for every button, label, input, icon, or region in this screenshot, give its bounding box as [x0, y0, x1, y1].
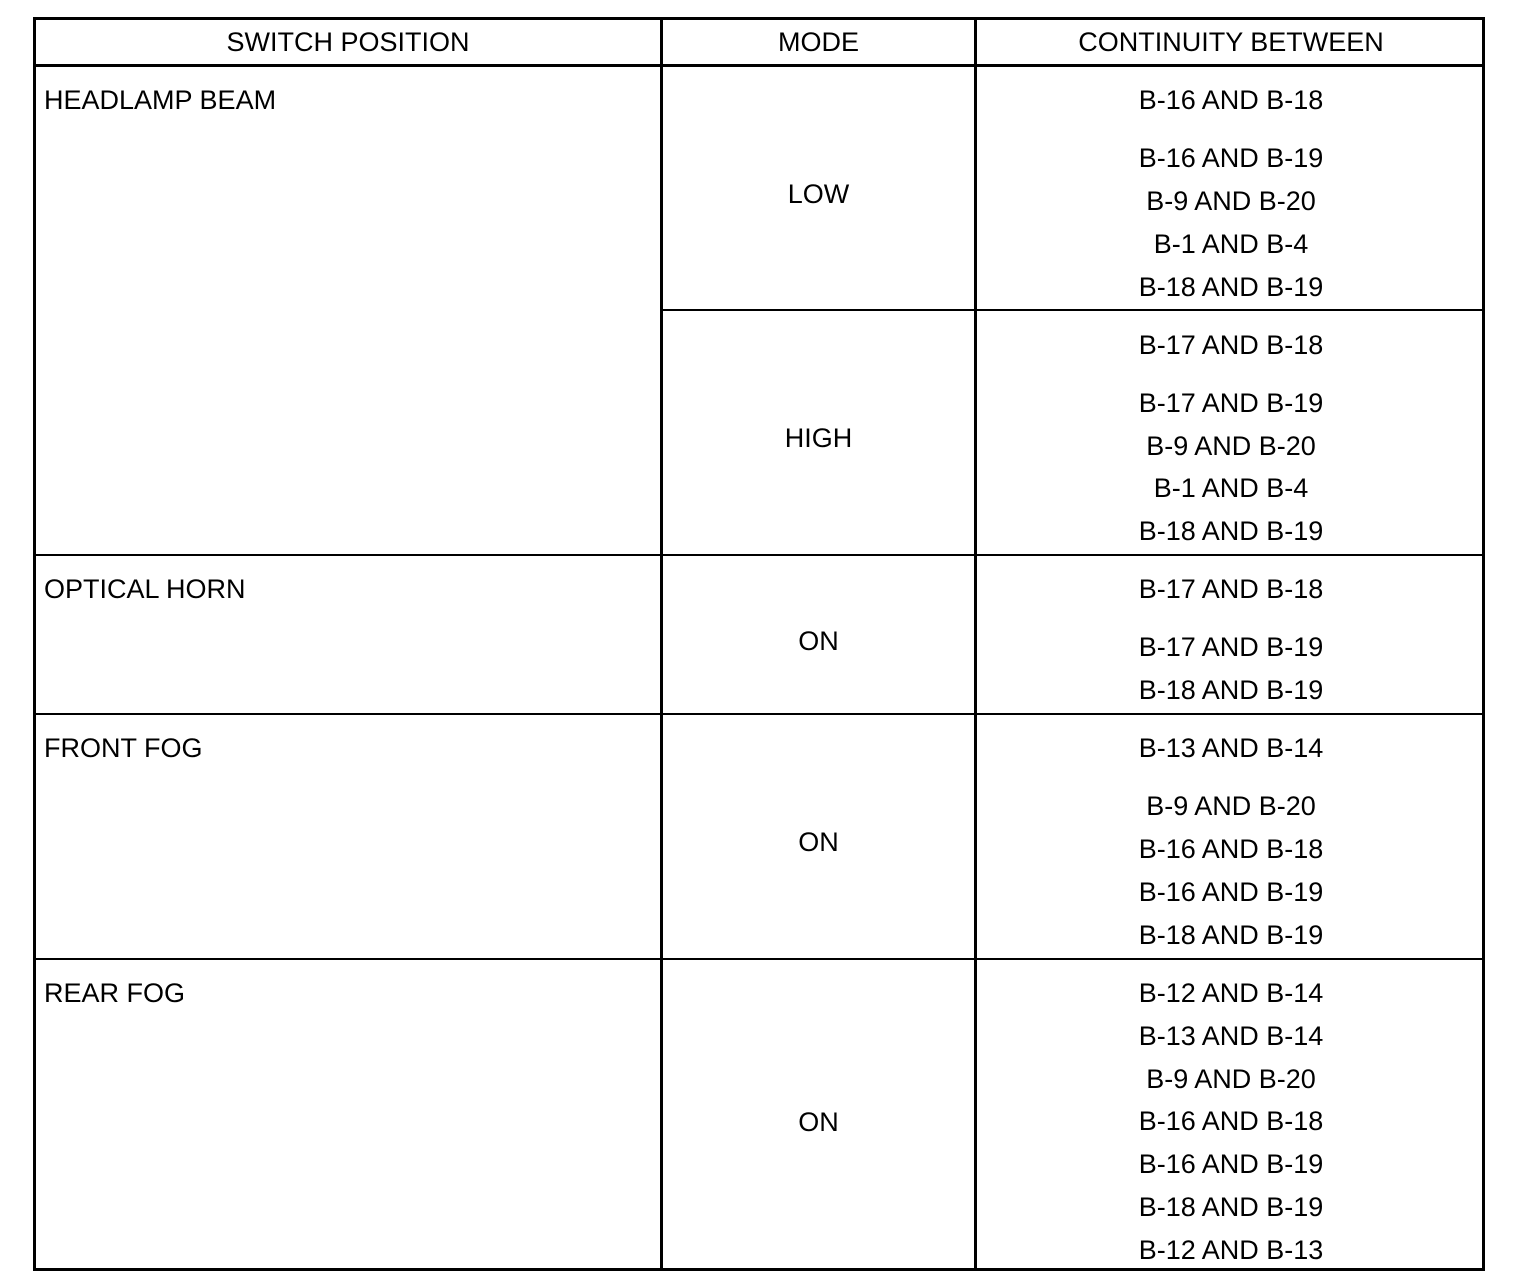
continuity-item: B-12 AND B-14	[1138, 978, 1324, 1008]
continuity-item: B-18 AND B-19	[1138, 1192, 1324, 1222]
header-mode: MODE	[778, 27, 859, 57]
switch-position-optical-horn: OPTICAL HORN	[44, 574, 246, 604]
continuity-item: B-13 AND B-14	[1138, 733, 1324, 763]
mode-divider-low-high	[662, 309, 1485, 311]
switch-position-rear-fog: REAR FOG	[44, 978, 186, 1008]
mode-on: ON	[798, 1107, 839, 1137]
continuity-item: B-17 AND B-18	[1138, 574, 1324, 604]
continuity-table	[33, 17, 1485, 1271]
continuity-item: B-16 AND B-18	[1138, 834, 1324, 864]
continuity-item: B-16 AND B-19	[1138, 877, 1324, 907]
continuity-item: B-17 AND B-19	[1138, 388, 1324, 418]
continuity-item: B-16 AND B-18	[1138, 85, 1324, 115]
continuity-item: B-17 AND B-18	[1138, 330, 1324, 360]
continuity-item: B-17 AND B-19	[1138, 632, 1324, 662]
header-divider	[36, 64, 1482, 67]
continuity-item: B-9 AND B-20	[1146, 186, 1316, 216]
row-divider-3	[36, 958, 1482, 960]
continuity-item: B-18 AND B-19	[1138, 272, 1324, 302]
continuity-item: B-1 AND B-4	[1153, 473, 1309, 503]
continuity-item: B-18 AND B-19	[1138, 516, 1324, 546]
continuity-item: B-16 AND B-19	[1138, 1149, 1324, 1179]
row-divider-2	[36, 713, 1482, 715]
continuity-item: B-13 AND B-14	[1138, 1021, 1324, 1051]
continuity-item: B-16 AND B-19	[1138, 143, 1324, 173]
switch-position-front-fog: FRONT FOG	[44, 733, 203, 763]
switch-position-headlamp-beam: HEADLAMP BEAM	[44, 85, 277, 115]
continuity-item: B-9 AND B-20	[1146, 791, 1316, 821]
continuity-item: B-12 AND B-13	[1138, 1235, 1324, 1265]
mode-on: ON	[798, 626, 839, 656]
mode-on: ON	[798, 827, 839, 857]
mode-low: LOW	[787, 179, 850, 209]
mode-high: HIGH	[784, 423, 853, 453]
continuity-item: B-16 AND B-18	[1138, 1106, 1324, 1136]
continuity-item: B-9 AND B-20	[1146, 1064, 1316, 1094]
continuity-item: B-18 AND B-19	[1138, 920, 1324, 950]
continuity-item: B-9 AND B-20	[1146, 431, 1316, 461]
row-divider-1	[36, 554, 1482, 556]
continuity-item: B-18 AND B-19	[1138, 675, 1324, 705]
continuity-item: B-1 AND B-4	[1153, 229, 1309, 259]
header-switch-position: SWITCH POSITION	[226, 27, 470, 57]
header-continuity-between: CONTINUITY BETWEEN	[1078, 27, 1384, 57]
